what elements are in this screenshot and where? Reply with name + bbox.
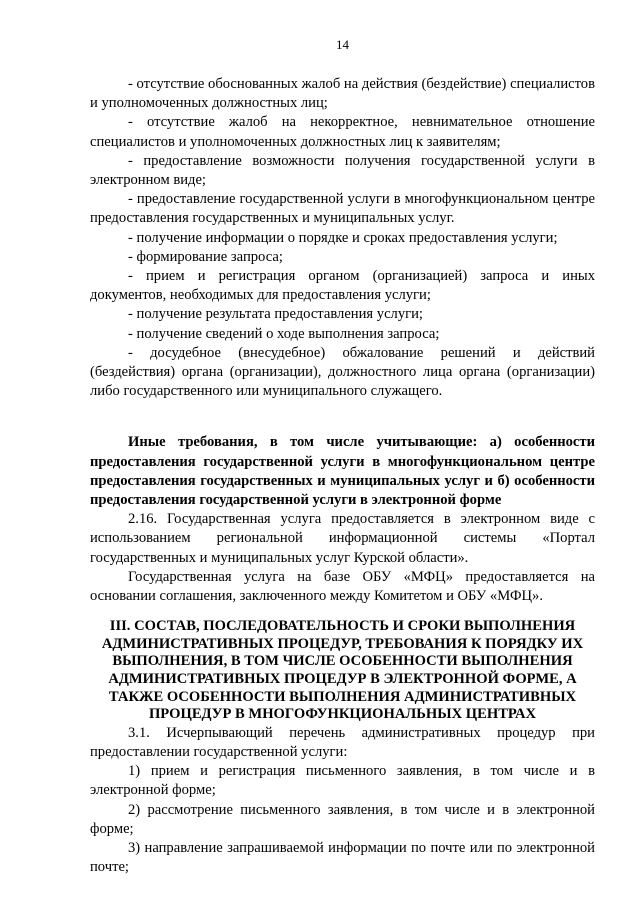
- paragraph-3-1: 3.1. Исчерпывающий перечень административных процедур при предоставлении государственной услуги:: [90, 724, 595, 761]
- list-item: - получение результата предоставления услуги;: [128, 306, 423, 323]
- procedure-item: 2) рассмотрение письменного заявления, в том числе и в электронной форме;: [90, 801, 595, 837]
- page-number: 14: [336, 37, 349, 52]
- procedure-item: 1) прием и регистрация письменного заявления, в том числе и в электронной форме;: [90, 763, 595, 799]
- list-item: - прием и регистрация органом (организацией) запроса и иных документов, необходимых для предоставления услуги;: [90, 268, 595, 304]
- list-item: - предоставление возможности получения государственной услуги в электронном виде;: [90, 152, 595, 189]
- list-item: - отсутствие жалоб на некорректное, невнимательное отношение специалистов и уполномоченных должностных лиц к заявителям;: [90, 114, 595, 150]
- list-item: - досудебное (внесудебное) обжалование решений и действий (бездействия) органа (организации), должностного лица органа (организации) либо государственного или муниципального служащего.: [90, 344, 595, 400]
- list-item: - получение информации о порядке и сроках предоставления услуги;: [128, 229, 558, 246]
- section-title: III. СОСТАВ, ПОСЛЕДОВАТЕЛЬНОСТЬ И СРОКИ ВЫПОЛНЕНИЯ АДМИНИСТРАТИВНЫХ ПРОЦЕДУР, ТРЕБОВАНИЯ К ПОРЯДКУ ИХ ВЫПОЛНЕНИЯ, В ТОМ ЧИСЛЕ ОСОБЕННОСТИ ВЫПОЛНЕНИЯ АДМИНИСТРАТИВНЫХ ПРОЦЕДУР В ЭЛЕКТРОННОЙ ФОРМЕ, А ТАКЖЕ ОСОБЕННОСТИ ВЫПОЛНЕНИЯ АДМИНИСТРАТИВНЫХ ПРОЦЕДУР В МНОГОФУНКЦИОНАЛЬНЫХ ЦЕНТРАХ: [101, 618, 584, 723]
- list-item: - отсутствие обоснованных жалоб на действия (бездействие) специалистов и уполномоченных должностных лиц;: [90, 76, 595, 112]
- list-item: - формирование запроса;: [128, 248, 283, 265]
- paragraph-2-16: 2.16. Государственная услуга предоставляется в электронном виде с использованием региональной информационной системы «Портал государственных и муниципальных услуг Курской области».: [90, 511, 595, 566]
- spacer: [90, 401, 595, 433]
- procedure-item: 3) направление запрашиваемой информации по почте или по электронной почте;: [90, 840, 595, 876]
- paragraph-mfc: Государственная услуга на базе ОБУ «МФЦ» предоставляется на основании соглашения, заключенного между Комитетом и ОБУ «МФЦ».: [90, 568, 595, 605]
- list-item: - получение сведений о ходе выполнения запроса;: [128, 325, 440, 342]
- subheading: Иные требования, в том числе учитывающие: а) особенности предоставления государственной услуги в многофункциональном центре предоставления государственных и муниципальных услуг и б) особенности предоставления государственной услуги в электронной форме: [90, 434, 595, 509]
- list-item: - предоставление государственной услуги в многофункциональном центре предоставления государственных и муниципальных услуг.: [90, 191, 595, 227]
